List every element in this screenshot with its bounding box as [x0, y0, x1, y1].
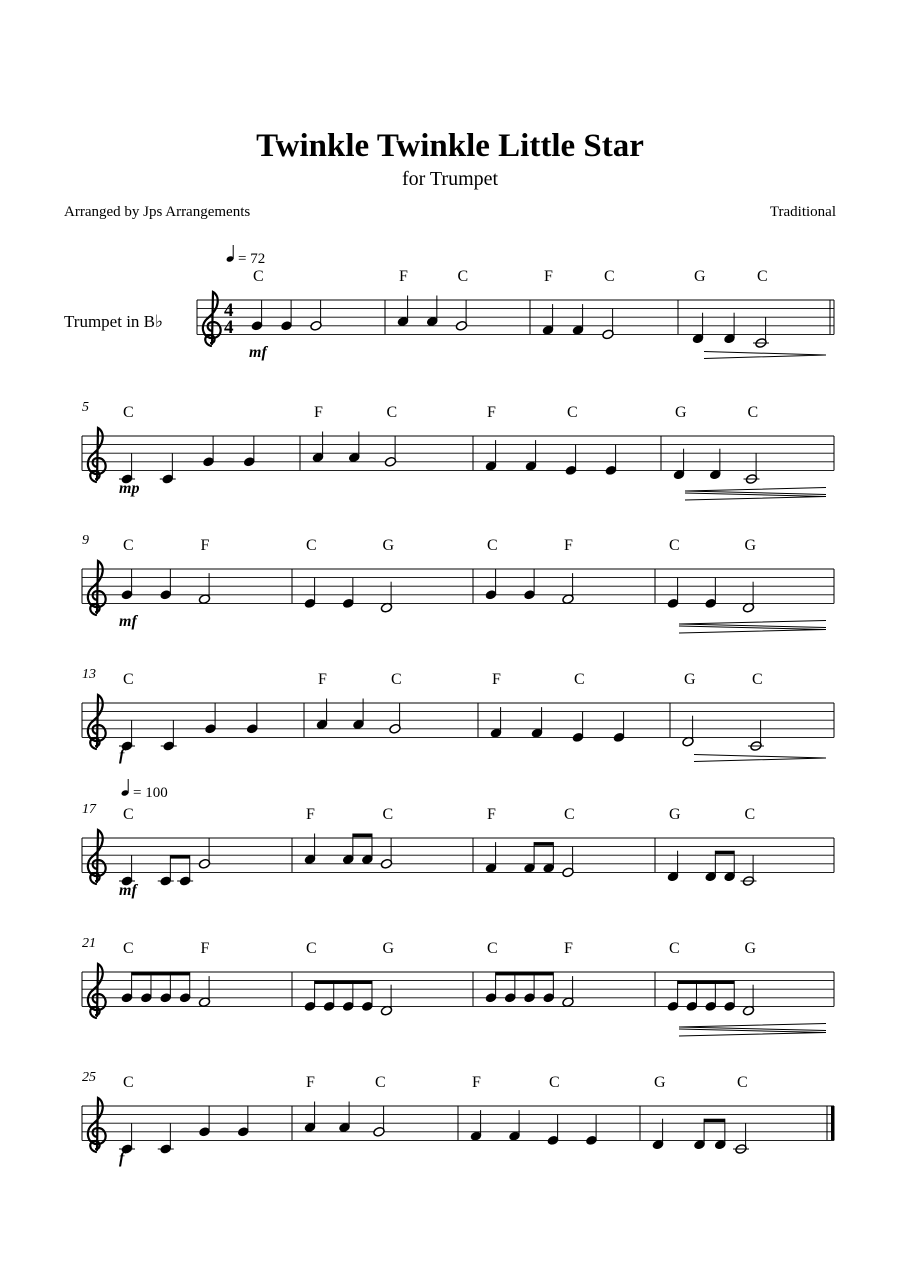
note-beam — [170, 855, 189, 859]
chord-symbol: C — [123, 537, 134, 554]
staff-system — [82, 400, 834, 500]
dynamic-marking: mf — [119, 613, 137, 630]
chord-symbol: G — [744, 537, 757, 554]
chord-symbol: F — [314, 404, 323, 421]
chord-symbol: F — [544, 268, 553, 285]
chord-symbol: F — [306, 1074, 315, 1091]
note-beam — [715, 851, 734, 855]
staff-system — [197, 245, 834, 361]
staff-system — [82, 533, 834, 633]
chord-symbol: F — [200, 537, 210, 554]
chord-symbol: G — [382, 537, 395, 554]
chord-symbol: G — [675, 404, 687, 421]
chord-symbol: C — [123, 940, 134, 957]
chord-symbol: F — [318, 671, 327, 688]
chord-symbol: C — [487, 537, 498, 554]
chord-symbol: F — [472, 1074, 481, 1091]
chord-symbol: C — [391, 671, 402, 688]
chord-symbol: C — [757, 268, 768, 285]
note-beam — [353, 834, 372, 838]
arranger-credit: Arranged by Jps Arrangements — [64, 204, 251, 220]
chord-symbol: C — [123, 1074, 134, 1091]
score-subtitle: for Trumpet — [401, 168, 499, 190]
chord-symbol: C — [386, 404, 398, 421]
chord-symbol: C — [457, 268, 469, 285]
note-beam — [132, 972, 190, 976]
tempo-mark: = 72 — [238, 251, 266, 267]
note-beam — [496, 972, 554, 976]
dynamic-marking: f — [119, 1150, 125, 1167]
chord-symbol: F — [487, 404, 496, 421]
chord-symbol: C — [737, 1074, 748, 1091]
chord-symbol: C — [123, 671, 134, 688]
chord-symbol: C — [253, 268, 264, 285]
chord-symbol: F — [200, 940, 210, 957]
chord-symbol: C — [752, 671, 763, 688]
decrescendo-hairpin — [694, 755, 826, 762]
note-beam — [704, 1119, 725, 1123]
dynamic-marking: mf — [249, 344, 267, 361]
chord-symbol: C — [123, 806, 134, 823]
chord-symbol: G — [669, 806, 681, 823]
instrument-name: Trumpet in B♭ — [64, 312, 164, 331]
chord-symbol: C — [744, 806, 756, 823]
time-signature-numerator: 4 — [224, 300, 234, 321]
tempo-mark: = 100 — [133, 785, 168, 801]
score-title: Twinkle Twinkle Little Star — [256, 128, 644, 164]
chord-symbol: G — [694, 268, 706, 285]
chord-symbol: C — [375, 1074, 386, 1091]
chord-symbol: C — [306, 537, 317, 554]
note-beam — [534, 842, 553, 846]
chord-symbol: C — [567, 404, 578, 421]
chord-symbol: G — [654, 1074, 666, 1091]
decrescendo-hairpin — [704, 352, 826, 359]
chord-symbol: G — [684, 671, 696, 688]
staff-system — [82, 936, 834, 1036]
chord-symbol: G — [382, 940, 395, 957]
dynamic-marking: mf — [119, 882, 137, 899]
chord-symbol: C — [574, 671, 585, 688]
note-beam — [678, 980, 735, 984]
staff-system — [82, 1070, 835, 1167]
chord-symbol: F — [564, 537, 573, 554]
chord-symbol: C — [669, 537, 680, 554]
chord-symbol: C — [487, 940, 498, 957]
measure-number: 9 — [82, 533, 89, 548]
chord-symbol: C — [564, 806, 575, 823]
chord-symbol: C — [306, 940, 317, 957]
composer-credit: Traditional — [769, 204, 836, 220]
time-signature-denominator: 4 — [224, 317, 234, 338]
chord-symbol: F — [492, 671, 501, 688]
staff-system — [82, 667, 834, 764]
chord-symbol: F — [564, 940, 573, 957]
staff-system — [82, 779, 834, 899]
measure-number: 17 — [82, 802, 96, 817]
chord-symbol: F — [487, 806, 496, 823]
chord-symbol: C — [669, 940, 680, 957]
chord-symbol: C — [604, 268, 615, 285]
chord-symbol: G — [744, 940, 757, 957]
measure-number: 25 — [82, 1070, 96, 1085]
chord-symbol: F — [399, 268, 408, 285]
chord-symbol: C — [747, 404, 759, 421]
measure-number: 21 — [82, 936, 96, 951]
note-beam — [315, 980, 372, 984]
measure-number: 5 — [82, 400, 89, 415]
chord-symbol: C — [123, 404, 134, 421]
chord-symbol: F — [306, 806, 315, 823]
dynamic-marking: f — [119, 747, 125, 764]
chord-symbol: C — [549, 1074, 560, 1091]
chord-symbol: C — [382, 806, 394, 823]
dynamic-marking: mp — [119, 480, 140, 497]
final-barline — [831, 1106, 835, 1140]
measure-number: 13 — [82, 667, 96, 682]
